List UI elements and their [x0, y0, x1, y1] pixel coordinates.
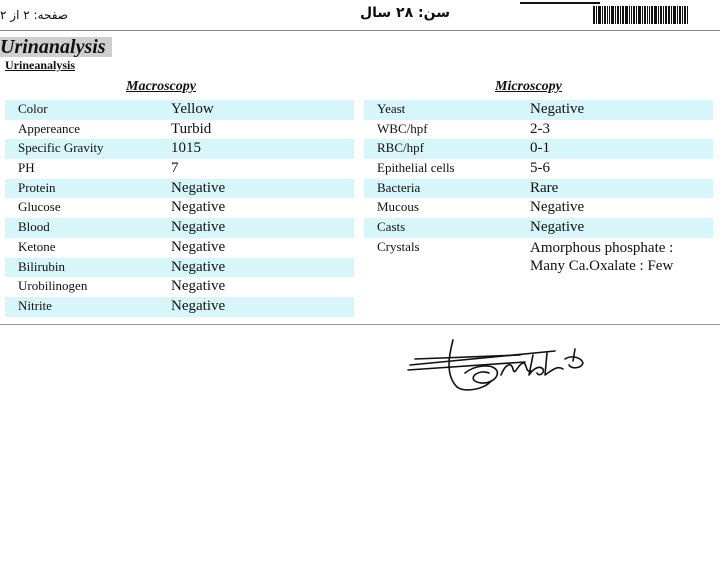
cropped-header-text	[520, 0, 600, 4]
result-row	[5, 218, 354, 238]
result-label: Blood	[18, 219, 50, 235]
result-row	[364, 100, 713, 120]
result-value: Negative	[171, 219, 226, 236]
result-value: Negative	[171, 258, 226, 275]
result-value: Turbid	[171, 120, 212, 137]
result-value	[530, 239, 710, 275]
result-label: Ketone	[18, 238, 56, 254]
result-row	[5, 297, 354, 317]
table-divider	[0, 324, 720, 325]
result-row	[364, 159, 713, 179]
result-value: Yellow	[171, 101, 214, 117]
result-row	[364, 198, 713, 218]
result-label: PH	[18, 160, 35, 176]
result-label: Yeast	[377, 101, 406, 116]
macroscopy-table	[5, 100, 354, 317]
result-label: Bacteria	[377, 179, 421, 195]
result-value: 5-6	[530, 160, 550, 177]
result-value: Negative	[530, 219, 585, 236]
age-value: ۲۸ سال	[360, 5, 414, 21]
header-divider	[0, 30, 720, 31]
subtitle: Urineanalysis	[5, 58, 76, 72]
result-row	[5, 179, 354, 199]
result-value: Negative	[171, 278, 226, 295]
result-label: Bilirubin	[18, 258, 65, 274]
result-value: Negative	[171, 238, 226, 255]
crystals-line-2: Many Ca.Oxalate : Few	[530, 257, 674, 274]
section-title: Urinanalysis	[0, 37, 112, 57]
patient-age	[360, 5, 450, 21]
result-row	[364, 179, 713, 199]
result-label: Crystals	[377, 238, 420, 254]
result-label: Urobilinogen	[18, 278, 88, 294]
result-label: RBC/hpf	[377, 140, 424, 156]
result-value: Negative	[530, 199, 585, 216]
result-row	[5, 120, 354, 140]
result-row	[5, 198, 354, 218]
result-value: Negative	[171, 199, 226, 216]
microscopy-title: Microscopy	[495, 79, 562, 94]
report-header	[0, 0, 720, 30]
microscopy-table	[364, 100, 713, 284]
age-label: سن:	[418, 5, 450, 21]
page-number: صفحه: ۲ از ۲	[0, 8, 68, 22]
barcode	[593, 6, 689, 24]
result-label: Protein	[18, 179, 56, 195]
result-label: Nitrite	[18, 297, 52, 313]
result-row	[364, 218, 713, 238]
result-value: 0-1	[530, 140, 550, 157]
crystals-line-1: Amorphous phosphate :	[530, 239, 674, 256]
result-row	[5, 100, 354, 120]
result-row	[5, 238, 354, 258]
result-label: Appereance	[18, 120, 81, 136]
result-row	[5, 139, 354, 159]
result-row	[5, 258, 354, 278]
result-label: Glucose	[18, 199, 61, 215]
result-value: Negative	[171, 179, 226, 196]
result-row	[364, 120, 713, 140]
result-value: Rare	[530, 179, 559, 196]
result-label: Epithelial cells	[377, 160, 455, 176]
result-label: Mucous	[377, 199, 419, 215]
result-label: Casts	[377, 219, 406, 235]
result-value: Negative	[171, 297, 226, 314]
result-label: Specific Gravity	[18, 140, 104, 156]
result-row	[5, 277, 354, 297]
result-row	[364, 139, 713, 159]
result-row	[5, 159, 354, 179]
result-value: 7	[171, 160, 179, 177]
result-value: 1015	[171, 140, 201, 157]
result-value: Negative	[530, 101, 585, 117]
result-label: Color	[18, 101, 48, 116]
result-value: 2-3	[530, 120, 550, 137]
result-row	[364, 238, 713, 284]
signature	[405, 335, 600, 397]
macroscopy-title: Macroscopy	[126, 79, 196, 94]
result-label: WBC/hpf	[377, 120, 428, 136]
